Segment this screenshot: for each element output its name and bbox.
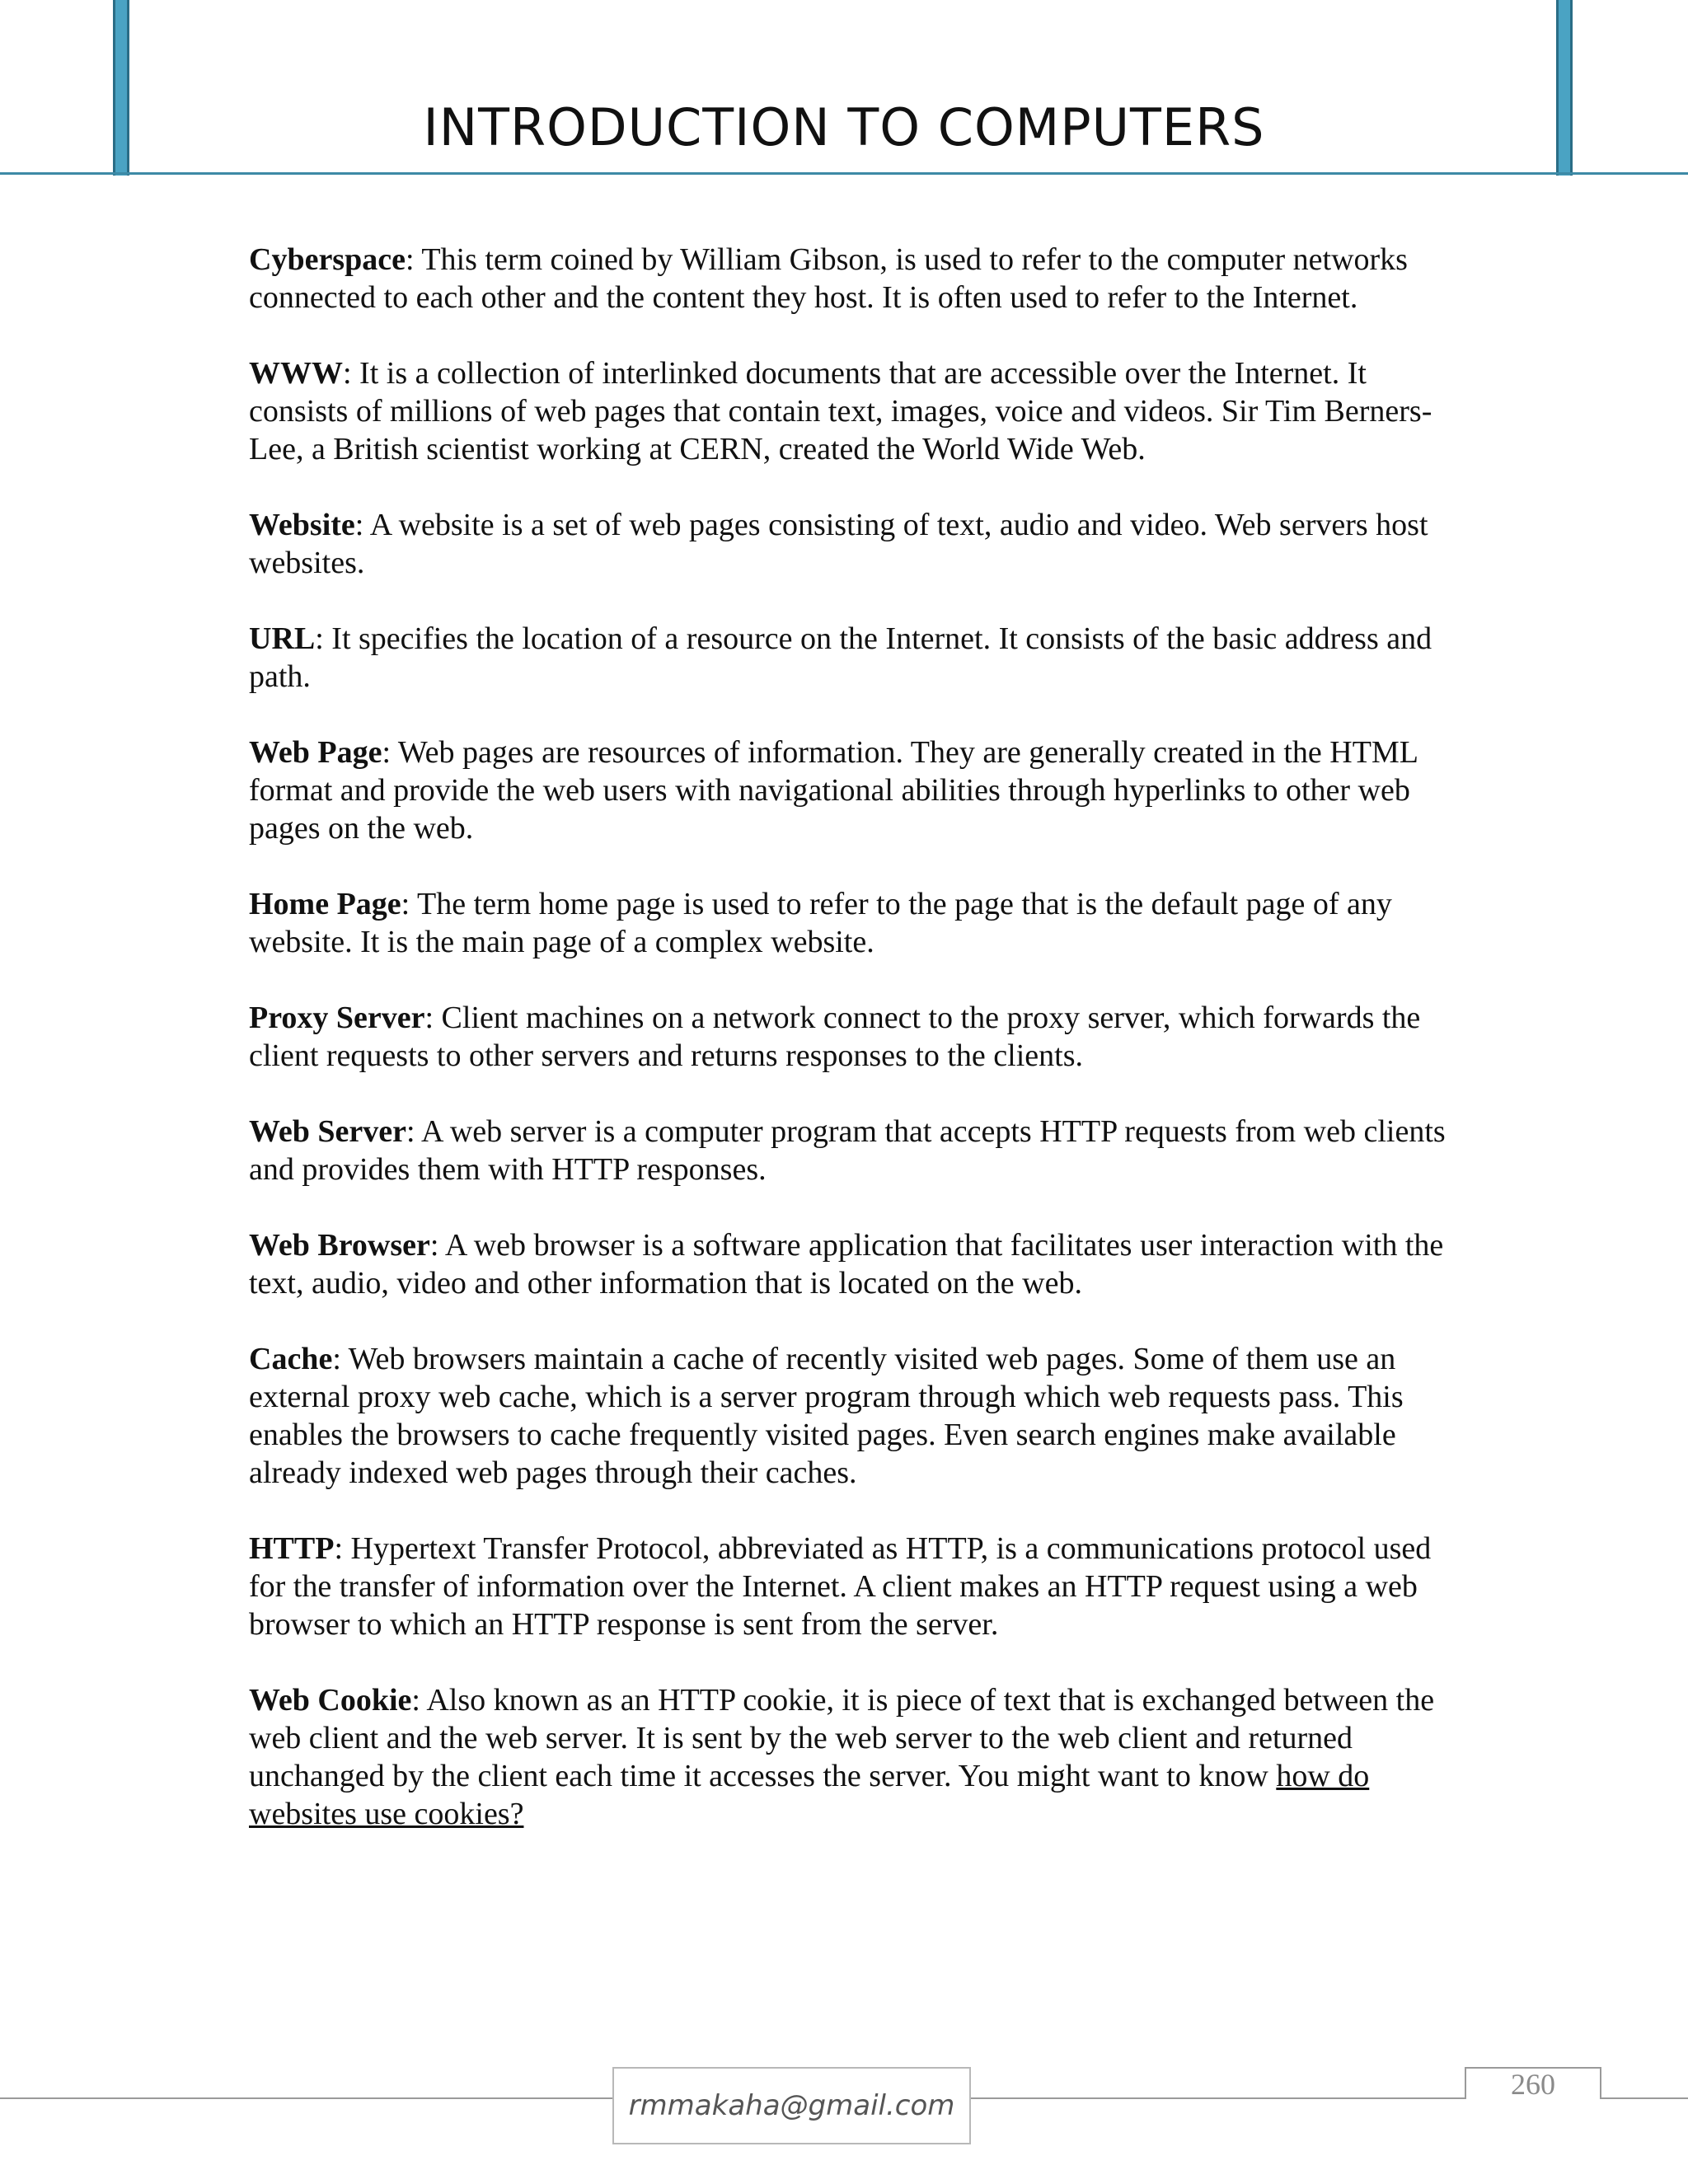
term-url	[249, 620, 1461, 696]
cookies-link[interactable]: how do websites use cookies?	[249, 1759, 1370, 1831]
term-definition: : Also known as an HTTP cookie, it is piece of text that is exchanged between the web client and the web server. It is sent by the web server to the web client and returned unchanged by the client each time it accesses the server. You might want to know	[249, 1683, 1435, 1793]
term-www	[249, 354, 1461, 468]
footer-rule-mid	[971, 2097, 1465, 2099]
term-name: Web Page	[249, 735, 382, 770]
term-name: Proxy Server	[249, 1001, 425, 1035]
term-web-server	[249, 1113, 1461, 1188]
glossary-content	[249, 241, 1461, 1871]
term-name: URL	[249, 621, 316, 656]
page-title: INTRODUCTION TO COMPUTERS	[423, 97, 1265, 157]
term-definition: : A web browser is a software application that facilitates user interaction with the text, audio, video and other information that is located on the web.	[249, 1228, 1444, 1301]
term-name: Web Server	[249, 1114, 407, 1149]
footer-email: rmmakaha@gmail.com	[612, 2067, 971, 2144]
term-name: Website	[249, 508, 355, 542]
term-definition: : A website is a set of web pages consisting of text, audio and video. Web servers host websites.	[249, 508, 1428, 580]
term-definition: : The term home page is used to refer to the page that is the default page of any website. It is the main page of a complex website.	[249, 887, 1392, 959]
header-rule	[0, 172, 1688, 175]
term-definition: : It specifies the location of a resource on the Internet. It consists of the basic address and path.	[249, 621, 1432, 694]
term-proxy-server	[249, 999, 1461, 1075]
term-definition: : Web browsers maintain a cache of recently visited web pages. Some of them use an external proxy web cache, which is a server program through which web requests pass. This enables the browsers to cache frequently visited pages. Even search engines make available already indexed web pages through their caches.	[249, 1342, 1404, 1490]
term-definition: : A web server is a computer program that accepts HTTP requests from web clients and provides them with HTTP responses.	[249, 1114, 1446, 1187]
term-definition: : Hypertext Transfer Protocol, abbreviated as HTTP, is a communications protocol used for the transfer of information over the Internet. A client makes an HTTP request using a web browser to which an HTTP response is sent from the server.	[249, 1531, 1432, 1642]
term-definition: : It is a collection of interlinked documents that are accessible over the Internet. It consists of millions of web pages that contain text, images, voice and videos. Sir Tim Berners-Lee, a British scientist working at CERN, created the World Wide Web.	[249, 356, 1432, 466]
term-web-page	[249, 733, 1461, 847]
term-name: WWW	[249, 356, 343, 391]
term-web-browser	[249, 1226, 1461, 1302]
page-number: 260	[1465, 2067, 1601, 2099]
term-name: Cyberspace	[249, 242, 406, 277]
term-cyberspace	[249, 241, 1461, 316]
term-http	[249, 1530, 1461, 1643]
term-name: Cache	[249, 1342, 333, 1376]
term-name: Home Page	[249, 887, 401, 921]
footer-rule-left	[0, 2097, 614, 2099]
term-definition: : Client machines on a network connect to the proxy server, which forwards the client requests to other servers and returns responses to the clients.	[249, 1001, 1421, 1073]
term-home-page	[249, 885, 1461, 961]
term-website	[249, 506, 1461, 582]
term-name: Web Browser	[249, 1228, 430, 1263]
term-name: HTTP	[249, 1531, 335, 1566]
footer-rule-right	[1601, 2097, 1688, 2099]
term-cache	[249, 1340, 1461, 1492]
term-definition: : This term coined by William Gibson, is used to refer to the computer networks connected to each other and the content they host. It is often used to refer to the Internet.	[249, 242, 1408, 315]
term-name: Web Cookie	[249, 1683, 412, 1718]
term-definition: : Web pages are resources of information. They are generally created in the HTML format and provide the web users with navigational abilities through hyperlinks to other web pages on the web.	[249, 735, 1418, 846]
term-web-cookie	[249, 1681, 1461, 1833]
